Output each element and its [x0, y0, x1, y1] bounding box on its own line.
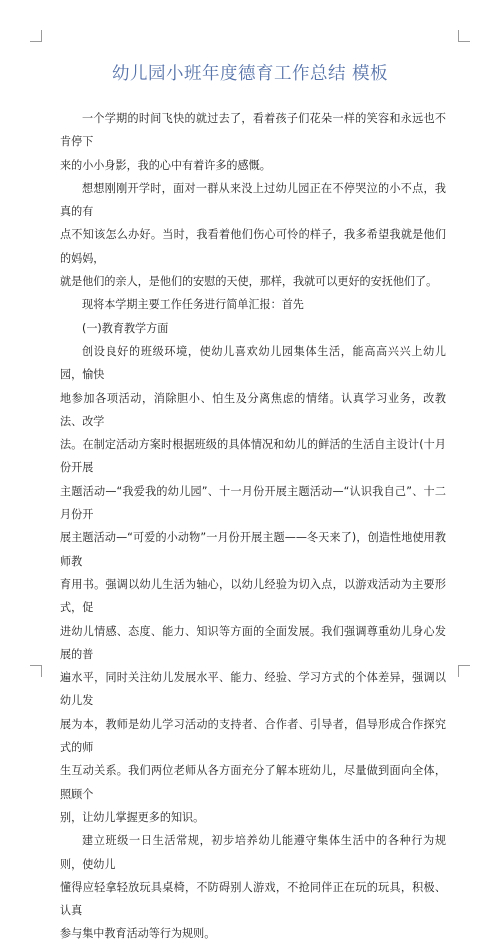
paragraph-teaching: 创设良好的班级环境，使幼儿喜欢幼儿园集体生活，能高高兴兴上幼儿园，愉快 地参加各项活动，消除胆小、怕生及分离焦虑的情绪。认真学习业务，改教法、改学 法。在制定活动方案时根据班级的具体情况和幼儿的鲜活的生活自主设计(十月份开展 主题活动—“我爱我的幼儿园”、十一月份开展主题活动—“认识我自己”、十二月份开 展主题活动—“可爱的小动物”一月份开展主题——冬天来了)，创造性地使用教师教 育用书。强调以幼儿生活为轴心，以幼儿经验为切入点，以游戏活动为主要形式，促 进幼儿情感、态度、能力、知识等方面的全面发展。我们强调尊重幼儿身心发展的普 遍水平，同时关注幼儿发展水平、能力、经验、学习方式的个体差异，强调以幼儿发 展为本，教师是幼儿学习活动的支持者、合作者、引导者，倡导形成合作探究式的师 生互动关系。我们两位老师从各方面充分了解本班幼儿，尽量做到面向全体，照顾个 别，让幼儿掌握更多的知识。	[60, 344, 446, 824]
paragraph-start-of-term: 想想刚刚开学时，面对一群从来没上过幼儿园正在不停哭泣的小不点，我真的有 点不知该怎么办好。当时，我看着他们伤心可怜的样子，我多希望我就是他们的妈妈， 就是他们的亲人，是他们的安慰的天使，那样，我就可以更好的安抚他们了。	[60, 181, 446, 289]
paragraph-report-intro: 现将本学期主要工作任务进行简单汇报：首先	[82, 298, 304, 312]
document-title: 幼儿园小班年度德育工作总结 模板	[111, 64, 389, 84]
section-heading-teaching: (一)教育教学方面	[82, 321, 169, 335]
crop-mark-top-left	[30, 30, 42, 42]
crop-mark-bottom-right	[458, 665, 470, 677]
paragraph-intro: 一个学期的时间飞快的就过去了，看着孩子们花朵一样的笑容和永远也不肯停下 来的小小身影，我的心中有着许多的感慨。	[60, 112, 446, 172]
crop-mark-bottom-left	[30, 665, 42, 677]
document-body	[60, 107, 446, 946]
crop-mark-top-right	[458, 30, 470, 42]
paragraph-daily-routine: 建立班级一日生活常规，初步培养幼儿能遵守集体生活中的各种行为规则，使幼儿 懂得应轻拿轻放玩具桌椅，不防碍别人游戏，不抢同伴正在玩的玩具，积极、认真 参与集中教育活动等行为规则。	[60, 834, 446, 941]
